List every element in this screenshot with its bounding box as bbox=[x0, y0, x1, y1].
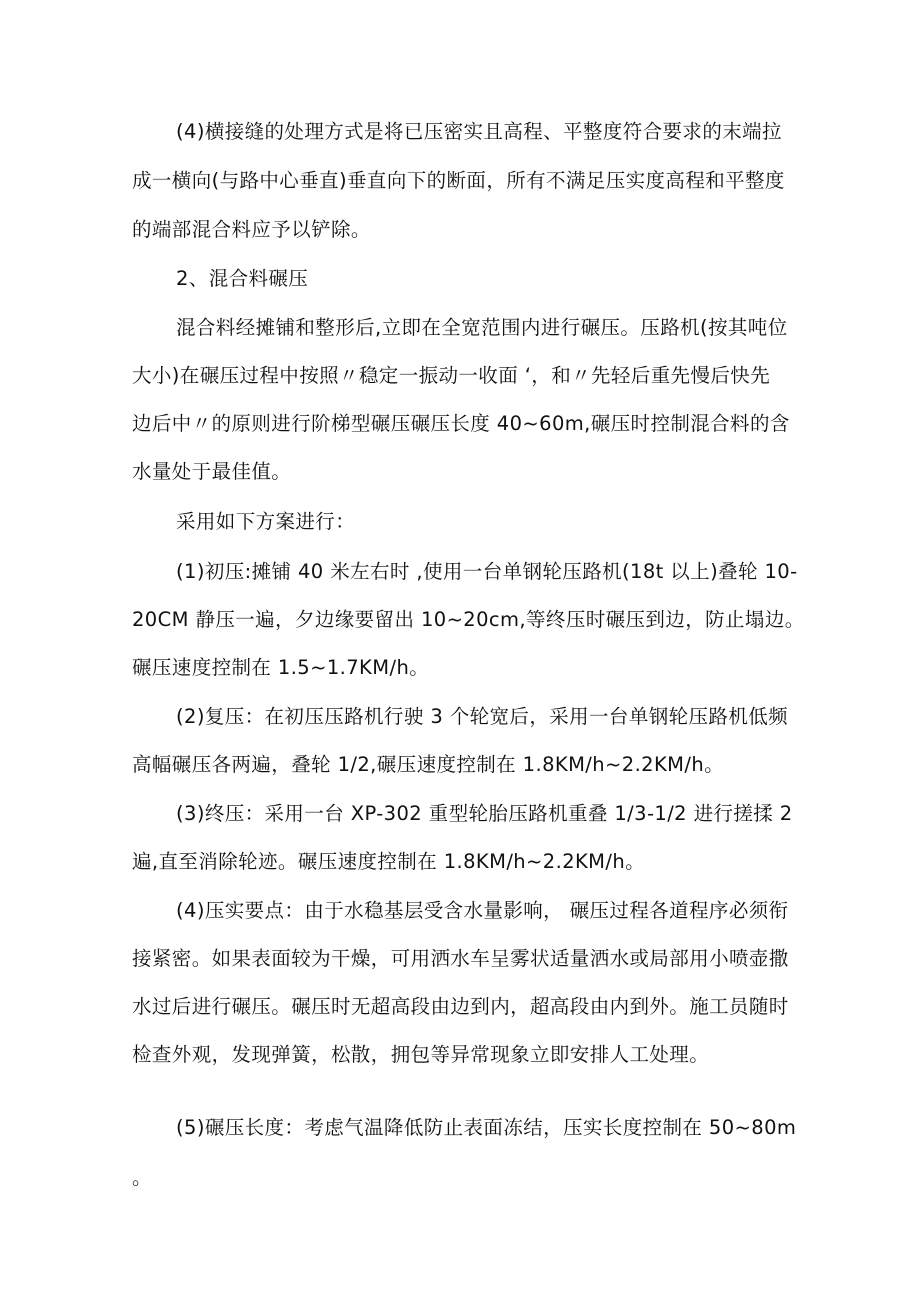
paragraph-line: 采用如下方案进行： bbox=[176, 510, 356, 533]
paragraph-line: 混合料经摊铺和整形后,立即在全宽范围内进行碾压。压路机(按其吨位 bbox=[176, 316, 788, 339]
paragraph-line: (1)初压:摊铺 40 米左右时 ,使用一台单钢轮压路机(18t 以上)叠轮 10- bbox=[176, 560, 798, 583]
paragraph-line: 遍,直至消除轮迹。碾压速度控制在 1.8KM∕h~2.2KM∕h。 bbox=[132, 850, 646, 873]
paragraph-line: 水过后进行碾压。碾压时无超高段由边到内，超高段由内到外。施工员随时 bbox=[132, 995, 789, 1018]
paragraph-line: 接紧密。如果表面较为干燥，可用洒水车呈雾状适量洒水或局部用小喷壶撒 bbox=[132, 947, 789, 970]
paragraph-line: 水量处于最佳值。 bbox=[132, 460, 292, 483]
paragraph-line: (3)终压：采用一台 XP-302 重型轮胎压路机重叠 1/3-1/2 进行搓揉 2 bbox=[176, 802, 793, 825]
paragraph-line: 检查外观，发现弹簧，松散，拥包等异常现象立即安排人工处理。 bbox=[132, 1043, 710, 1066]
paragraph-line: 边后中〃的原则进行阶梯型碾压碾压长度 40~60m,碾压时控制混合料的含 bbox=[132, 412, 790, 435]
paragraph-line: (2)复压：在初压压路机行驶 3 个轮宽后，采用一台单钢轮压路机低频 bbox=[176, 705, 789, 728]
paragraph-line: (4)压实要点：由于水稳基层受含水量影响， 碾压过程各道程序必须衔 bbox=[176, 899, 789, 922]
paragraph-line: 成一横向(与路中心垂直)垂直向下的断面，所有不满足压实度高程和平整度 bbox=[132, 169, 785, 192]
paragraph-line: (4)横接缝的处理方式是将已压密实且高程、平整度符合要求的末端拉 bbox=[176, 120, 782, 143]
paragraph-line: 大小)在碾压过程中按照〃稳定一振动一收面 ‘，和〃先轻后重先慢后快先 bbox=[132, 364, 771, 387]
paragraph-line: 。 bbox=[132, 1166, 152, 1189]
paragraph-line: 高幅碾压各两遍，叠轮 1/2,碾压速度控制在 1.8KM∕h~2.2KM∕h。 bbox=[132, 753, 725, 776]
section-heading: 2、混合料碾压 bbox=[176, 267, 309, 290]
paragraph-line: 碾压速度控制在 1.5~1.7KM∕h。 bbox=[132, 656, 430, 679]
paragraph-line: 20CM 静压一遍，夕边缘要留出 10~20cm,等终压时碾压到边，防止塌边。 bbox=[132, 608, 805, 631]
paragraph-line: (5)碾压长度：考虑气温降低防止表面冻结，压实长度控制在 50~80m bbox=[176, 1116, 797, 1139]
paragraph-line: 的端部混合料应予以铲除。 bbox=[132, 218, 371, 241]
